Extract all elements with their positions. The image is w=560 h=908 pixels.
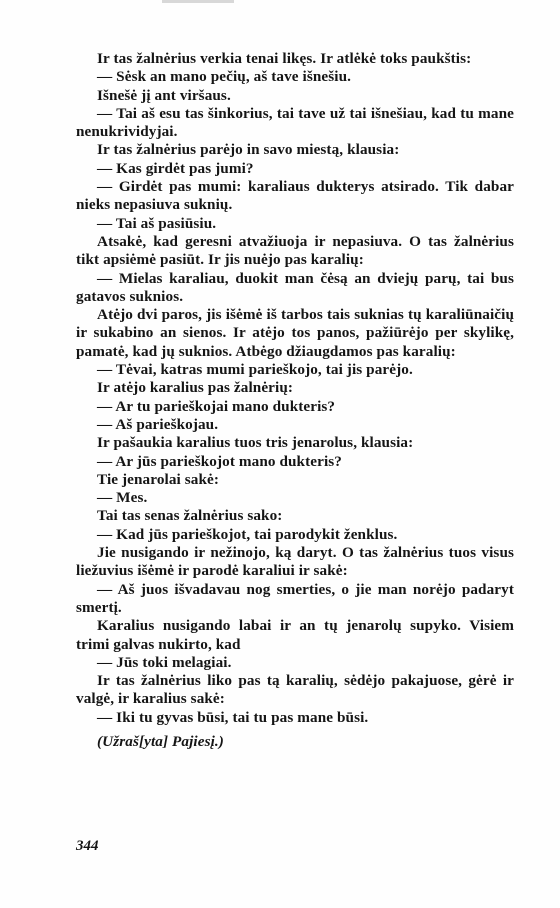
paragraph: — Jūs toki melagiai. bbox=[97, 653, 232, 671]
paragraph: — Ar jūs parieškojot mano dukteris? bbox=[97, 452, 342, 470]
story-text bbox=[76, 50, 514, 751]
paragraph: — Kas girdėt pas jumi? bbox=[97, 159, 254, 177]
paragraph: — Girdėt pas mumi: karaliaus dukterys atsirado. Tik dabar nieks nepasiuva suknių. bbox=[76, 178, 514, 214]
paragraph: Ir tas žalnėrius liko pas tą karalių, sėdėjo pakajuose, gėrė ir valgė, ir karalius sakė: bbox=[76, 672, 514, 708]
paragraph: — Mes. bbox=[97, 489, 148, 507]
paragraph: — Tėvai, katras mumi parieškojo, tai jis parėjo. bbox=[97, 361, 413, 379]
paragraph: Ir atėjo karalius pas žalnėrių: bbox=[97, 379, 294, 397]
paragraph: Atsakė, kad geresni atvažiuoja ir nepasiuva. O tas žalnėrius tikt apsiėmė pasiūt. Ir jis nuėjo pas karalių: bbox=[76, 232, 514, 269]
paragraph: Tai tas senas žalnėrius sako: bbox=[97, 507, 283, 525]
paragraph: Jie nusigando ir nežinojo, ką daryt. O tas žalnėrius tuos visus liežuvius išėmė ir parodė karaliui ir sakė: bbox=[76, 544, 514, 580]
paragraph: Karalius nusigando labai ir an tų jenarolų supyko. Visiem trimi galvas nukirto, kad bbox=[76, 617, 514, 653]
paragraph: — Tai aš pasiūsiu. bbox=[97, 214, 217, 232]
paragraph: — Aš parieškojau. bbox=[97, 415, 219, 433]
source-note: (Užraš[yta] Pajiesį.) bbox=[97, 732, 224, 750]
top-edge-mark bbox=[162, 0, 234, 3]
paragraph: Išnešė jį ant viršaus. bbox=[97, 86, 231, 104]
paragraph: Ir pašaukia karalius tuos tris jenarolus, klausia: bbox=[97, 434, 414, 452]
paragraph: — Ar tu parieškojai mano dukteris? bbox=[97, 397, 336, 415]
paragraph: Tie jenarolai sakė: bbox=[97, 470, 219, 488]
paragraph: — Kad jūs parieškojot, tai parodykit ženklus. bbox=[97, 525, 398, 543]
paragraph: — Iki tu gyvas būsi, tai tu pas mane būsi. bbox=[97, 708, 369, 726]
paragraph: — Tai aš esu tas šinkorius, tai tave už tai išnešiau, kad tu mane nenukrividyjai. bbox=[76, 104, 514, 141]
paragraph: Ir tas žalnėrius verkia tenai likęs. Ir atlėkė toks paukštis: bbox=[97, 50, 472, 67]
paragraph: — Mielas karaliau, duokit man čėsą an dviejų parų, tai bus gatavos suknios. bbox=[76, 269, 514, 305]
paragraph: — Sėsk an mano pečių, aš tave išnešiu. bbox=[97, 68, 352, 86]
page-number: 344 bbox=[76, 838, 99, 854]
paragraph: — Aš juos išvadavau nog smerties, o jie man norėjo padaryt smertį. bbox=[76, 580, 514, 616]
paragraph: Ir tas žalnėrius parėjo in savo miestą, klausia: bbox=[97, 141, 400, 159]
paragraph: Atėjo dvi paros, jis išėmė iš tarbos tais suknias tų karaliūnaičių ir sukabino an sienos. Ir atėjo tos panos, pažiūrėjo per skylikę, pamatė, kad jų suknios. Atbėgo džiaugdamos pas karalių: bbox=[76, 306, 514, 360]
